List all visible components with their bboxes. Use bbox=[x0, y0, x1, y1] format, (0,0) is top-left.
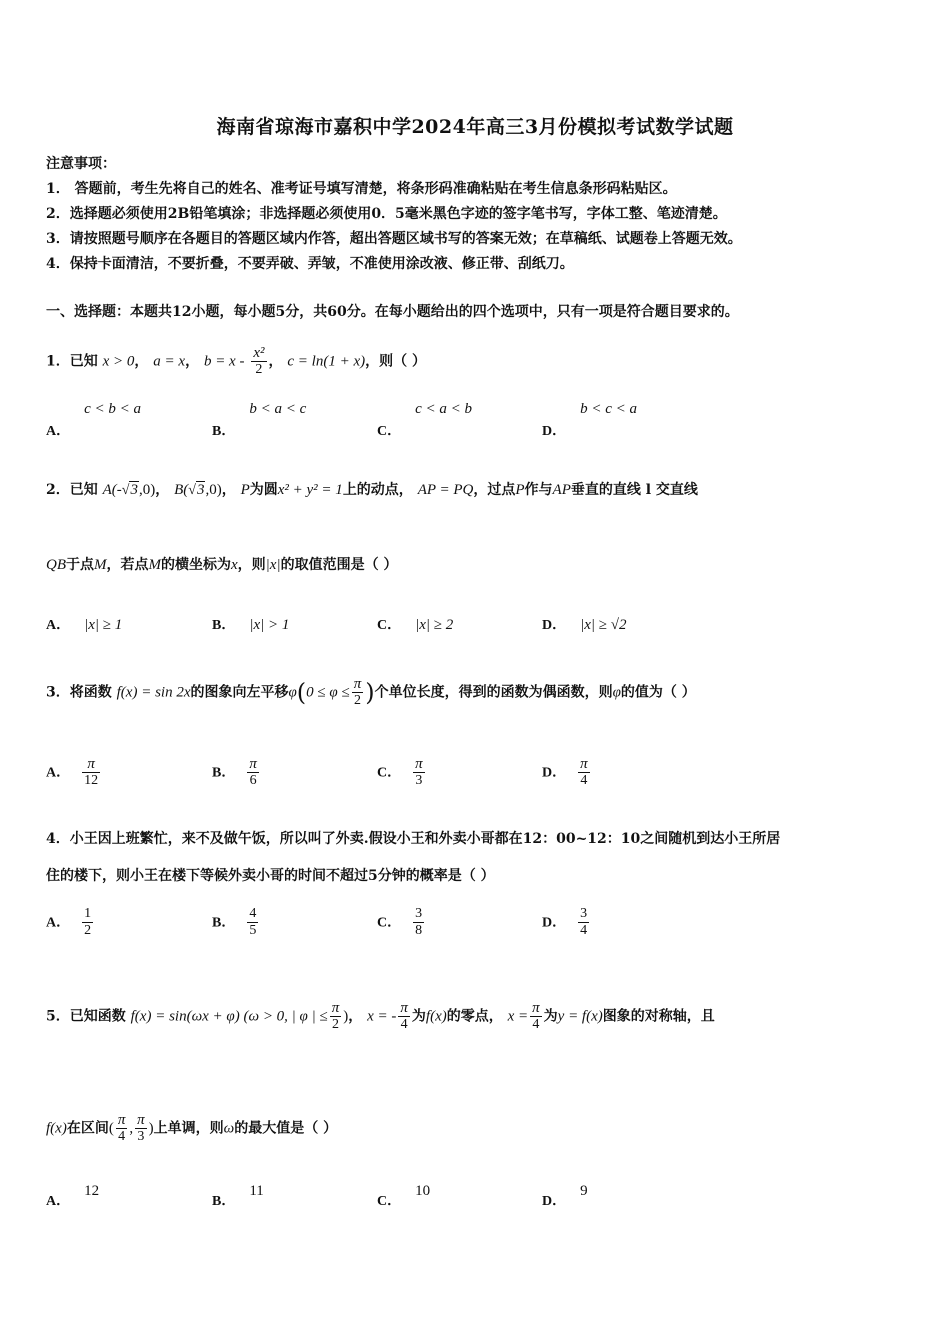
notes-heading: 注意事项： bbox=[46, 156, 116, 172]
q2-sep: ， bbox=[221, 482, 236, 498]
option-label: C． bbox=[377, 424, 402, 439]
q4-option-d[interactable] bbox=[542, 906, 591, 939]
q2-option-d[interactable] bbox=[542, 614, 627, 634]
question-5-stem-line2 bbox=[46, 1112, 337, 1145]
frac-den: 4 bbox=[580, 923, 588, 938]
q1-suffix: ，则（ ） bbox=[365, 353, 426, 370]
q2-text: 的取值范围是（ ） bbox=[280, 557, 398, 573]
question-2-stem-line1 bbox=[46, 480, 698, 501]
frac-num: π bbox=[580, 756, 588, 772]
frac-num: π bbox=[117, 1112, 126, 1128]
q2-radicand: 3 bbox=[130, 482, 138, 498]
frac-den: 4 bbox=[580, 773, 588, 788]
option-label: B． bbox=[212, 915, 236, 931]
q5-axis: x = bbox=[507, 1008, 529, 1025]
q3-option-c[interactable] bbox=[377, 756, 427, 789]
q2-var-m: M bbox=[94, 557, 107, 573]
q3-option-b[interactable] bbox=[212, 756, 261, 789]
q2-equation: AP = PQ bbox=[417, 482, 474, 498]
q2-prefix: 2．已知 bbox=[46, 482, 98, 498]
q1-cond-b: b = x - bbox=[203, 353, 245, 370]
frac-num: π bbox=[415, 756, 423, 772]
q3-paren-left: ( bbox=[296, 678, 307, 707]
option-value: |x| ≥ 2 bbox=[415, 617, 454, 633]
q4-option-b[interactable] bbox=[212, 906, 260, 939]
q2-text: ，若点 bbox=[106, 557, 149, 573]
frac-den: 3 bbox=[415, 773, 423, 788]
q4-option-c[interactable] bbox=[377, 906, 426, 939]
option-value: c < b < a bbox=[84, 401, 142, 417]
frac-num: π bbox=[249, 756, 257, 772]
q5-fraction bbox=[530, 1000, 542, 1033]
option-label: D． bbox=[542, 1194, 567, 1209]
q3-option-d[interactable] bbox=[542, 756, 592, 789]
frac-den: 4 bbox=[400, 1017, 408, 1032]
q5-fraction bbox=[330, 1000, 342, 1033]
option-label: D． bbox=[542, 915, 567, 931]
q3-function: f(x) = sin 2x bbox=[116, 684, 191, 701]
q1-cond-x: x > 0 bbox=[102, 353, 135, 370]
notes-item: 2．选择题必须使用2B铅笔填涂；非选择题必须使用0．5毫米黑色字迹的签字笔书写，字体工整、笔迹清楚。 bbox=[46, 206, 727, 222]
q2-option-b[interactable] bbox=[212, 614, 289, 634]
q1-option-c[interactable] bbox=[377, 401, 473, 439]
q3-phi: φ bbox=[612, 684, 621, 701]
q1-sep: ， bbox=[134, 353, 149, 370]
notes-item: 3．请按照题号顺序在各题目的答题区域内作答，超出答题区域书写的答案无效；在草稿纸、试题卷上答题无效。 bbox=[46, 231, 742, 247]
q5-option-a[interactable] bbox=[46, 1183, 100, 1210]
question-4-stem-line2: 住的楼下，则小王在楼下等候外卖小哥的时间不超过5分钟的概率是（ ） bbox=[46, 868, 495, 884]
option-fraction bbox=[413, 906, 424, 939]
frac-den: 4 bbox=[532, 1017, 540, 1032]
option-label: A． bbox=[46, 1194, 71, 1209]
option-label: B． bbox=[212, 618, 236, 633]
q5-prefix: 5．已知函数 bbox=[46, 1008, 126, 1025]
option-fraction bbox=[247, 906, 258, 939]
frac-num: π bbox=[82, 756, 100, 773]
q5-fx: f(x) bbox=[425, 1008, 447, 1025]
q2-circle-eq: x² + y² = 1 bbox=[277, 482, 343, 498]
option-fraction bbox=[413, 756, 425, 789]
q2-text: ，过点 bbox=[473, 482, 516, 498]
q3-prefix: 3．将函数 bbox=[46, 684, 112, 701]
frac-num: 3 bbox=[580, 906, 588, 921]
q5-fx: f(x) bbox=[46, 1120, 67, 1137]
q5-text: 为 bbox=[411, 1008, 426, 1025]
q1-frac-num: x² bbox=[253, 345, 265, 361]
option-label: D． bbox=[542, 424, 567, 439]
frac-num: 1 bbox=[84, 906, 92, 921]
q3-paren-right: ) bbox=[365, 678, 375, 707]
frac-den: 5 bbox=[249, 923, 257, 938]
option-label: C． bbox=[377, 618, 402, 633]
option-label: C． bbox=[377, 1194, 402, 1209]
q2-point-a: A(- bbox=[102, 482, 122, 498]
q5-text: 为 bbox=[543, 1008, 558, 1025]
q2-var-p: P bbox=[515, 482, 525, 498]
option-label: B． bbox=[212, 1194, 236, 1209]
q1-cond-c: c = ln(1 + x) bbox=[287, 353, 366, 370]
option-value: 11 bbox=[249, 1183, 264, 1199]
q3-phi: φ bbox=[288, 684, 297, 701]
q2-abs-x: |x| bbox=[265, 557, 281, 573]
q3-text: 的图象向左平移 bbox=[190, 684, 289, 701]
frac-den: 2 bbox=[331, 1017, 339, 1032]
q1-frac-den: 2 bbox=[255, 362, 263, 377]
q2-radicand: 3 bbox=[196, 482, 205, 498]
q5-text: 上单调，则 bbox=[153, 1120, 224, 1137]
question-5-stem-line1 bbox=[46, 1000, 715, 1033]
frac-num: π bbox=[331, 1000, 340, 1016]
question-1-stem bbox=[46, 345, 426, 378]
question-4-stem-line1: 4．小王因上班繁忙，来不及做午饭，所以叫了外卖.假设小王和外卖小哥都在12：00~12：10之间随机到达小王所居 bbox=[46, 831, 781, 847]
frac-den: 6 bbox=[249, 773, 257, 788]
q1-sep: ， bbox=[268, 353, 283, 370]
q1-option-a[interactable] bbox=[46, 401, 142, 439]
q5-interval-open: ( bbox=[108, 1120, 114, 1137]
q2-option-a[interactable] bbox=[46, 614, 122, 634]
frac-den: 3 bbox=[137, 1129, 145, 1144]
frac-num: π bbox=[400, 1000, 408, 1016]
q1-cond-a: a = x bbox=[153, 353, 186, 370]
q5-text: 的零点， bbox=[446, 1008, 503, 1025]
notes-block bbox=[46, 152, 916, 277]
q2-point-a-end: ,0) bbox=[138, 482, 156, 498]
q3-frac-den: 2 bbox=[353, 693, 361, 708]
question-3-stem bbox=[46, 676, 696, 709]
q5-option-c[interactable] bbox=[377, 1183, 431, 1210]
q3-frac-num: π bbox=[353, 676, 362, 692]
q2-point-b: B( bbox=[174, 482, 189, 498]
section-heading: 一、选择题：本题共12小题，每小题5分，共60分。在每小题给出的四个选项中，只有一项是符合题目要求的。 bbox=[46, 304, 739, 320]
q2-var-m: M bbox=[148, 557, 161, 573]
frac-den: 2 bbox=[84, 923, 92, 938]
question-2-stem-line2 bbox=[46, 555, 397, 575]
q2-var-x: x bbox=[231, 557, 238, 573]
q2-option-c[interactable] bbox=[377, 614, 453, 634]
q2-text: 上的动点， bbox=[342, 482, 413, 498]
option-value: 10 bbox=[415, 1183, 431, 1199]
option-label: A． bbox=[46, 424, 71, 439]
option-label: C． bbox=[377, 765, 402, 781]
q1-sep: ， bbox=[185, 353, 200, 370]
q3-range: 0 ≤ φ ≤ bbox=[306, 684, 350, 701]
page-title: 海南省琼海市嘉积中学2024年高三3月份模拟考试数学试题 bbox=[216, 116, 734, 138]
notes-item: 1． 答题前，考生先将自己的姓名、准考证号填写清楚，将条形码准确粘贴在考生信息条形码粘贴区。 bbox=[46, 181, 677, 197]
option-value: b < a < c bbox=[249, 401, 307, 417]
q2-var-p: P bbox=[240, 482, 250, 498]
q2-text: 作与 bbox=[524, 482, 553, 498]
q2-text: 的横坐标为 bbox=[161, 557, 231, 573]
q5-fraction bbox=[116, 1112, 128, 1145]
q3-text: 的值为（ ） bbox=[620, 684, 696, 701]
option-value: 9 bbox=[580, 1183, 588, 1199]
option-label: B． bbox=[212, 765, 236, 781]
option-label: A． bbox=[46, 618, 71, 633]
q2-var-qb: QB bbox=[46, 557, 66, 573]
q1-option-b[interactable] bbox=[212, 401, 307, 439]
option-value: b < c < a bbox=[580, 401, 638, 417]
q3-text: 个单位长度，得到的函数为偶函数，则 bbox=[374, 684, 613, 701]
frac-den: 12 bbox=[84, 773, 99, 788]
q5-interval-close: ) bbox=[148, 1120, 154, 1137]
notes-item: 4．保持卡面清洁，不要折叠，不要弄破、弄皱，不准使用涂改液、修正带、刮纸刀。 bbox=[46, 256, 574, 272]
q5-omega: ω bbox=[223, 1120, 235, 1137]
q2-text: 垂直的直线 l 交直线 bbox=[570, 482, 698, 498]
q2-sep: ， bbox=[155, 482, 170, 498]
option-fraction bbox=[247, 756, 259, 789]
q5-yfx: y = f(x) bbox=[557, 1008, 603, 1025]
option-fraction bbox=[82, 756, 100, 789]
frac-num: π bbox=[532, 1000, 540, 1016]
option-label: D． bbox=[542, 765, 567, 781]
q2-text: 于点 bbox=[66, 557, 94, 573]
q2-var-ap: AP bbox=[552, 482, 571, 498]
q5-text: 图象的对称轴，且 bbox=[602, 1008, 715, 1025]
q3-option-a[interactable] bbox=[46, 756, 102, 789]
frac-den: 8 bbox=[415, 923, 423, 938]
option-label: A． bbox=[46, 915, 71, 931]
option-value: 12 bbox=[84, 1183, 100, 1199]
q1-fraction bbox=[251, 345, 266, 378]
option-value: |x| > 1 bbox=[249, 617, 290, 633]
q5-comma: , bbox=[129, 1120, 134, 1137]
option-value: |x| ≥ 1 bbox=[84, 617, 123, 633]
q5-option-b[interactable] bbox=[212, 1183, 264, 1210]
q5-fraction bbox=[398, 1000, 410, 1033]
q5-option-d[interactable] bbox=[542, 1183, 588, 1210]
option-label: D． bbox=[542, 618, 567, 633]
q2-text: 为圆 bbox=[249, 482, 278, 498]
q2-sqrt: √3 bbox=[121, 482, 138, 498]
option-fraction bbox=[82, 906, 93, 939]
q2-sqrt: √3 bbox=[188, 482, 205, 498]
option-label: B． bbox=[212, 424, 236, 439]
q4-option-a[interactable] bbox=[46, 906, 95, 939]
q5-sep: ， bbox=[348, 1008, 363, 1025]
frac-num: π bbox=[137, 1112, 145, 1128]
q3-fraction bbox=[352, 676, 364, 709]
option-fraction bbox=[578, 906, 589, 939]
option-label: C． bbox=[377, 915, 402, 931]
q5-paren: ) bbox=[343, 1008, 349, 1025]
option-fraction bbox=[578, 756, 590, 789]
frac-num: 4 bbox=[249, 906, 257, 921]
q5-zero: x = - bbox=[367, 1008, 397, 1025]
q1-option-d[interactable] bbox=[542, 401, 638, 439]
q2-text: ，则 bbox=[237, 557, 266, 573]
frac-num: 3 bbox=[415, 906, 423, 921]
q5-text: 在区间 bbox=[66, 1120, 109, 1137]
q5-fraction bbox=[135, 1112, 147, 1145]
q5-text: 的最大值是（ ） bbox=[234, 1120, 338, 1137]
option-value: |x| ≥ √2 bbox=[580, 617, 627, 633]
q5-function: f(x) = sin(ωx + φ) (ω > 0, | φ | ≤ bbox=[130, 1008, 328, 1025]
q1-prefix: 1．已知 bbox=[46, 353, 98, 370]
option-value: c < a < b bbox=[415, 401, 473, 417]
q2-point-b-end: ,0) bbox=[205, 482, 222, 498]
option-label: A． bbox=[46, 765, 71, 781]
frac-den: 4 bbox=[118, 1129, 126, 1144]
